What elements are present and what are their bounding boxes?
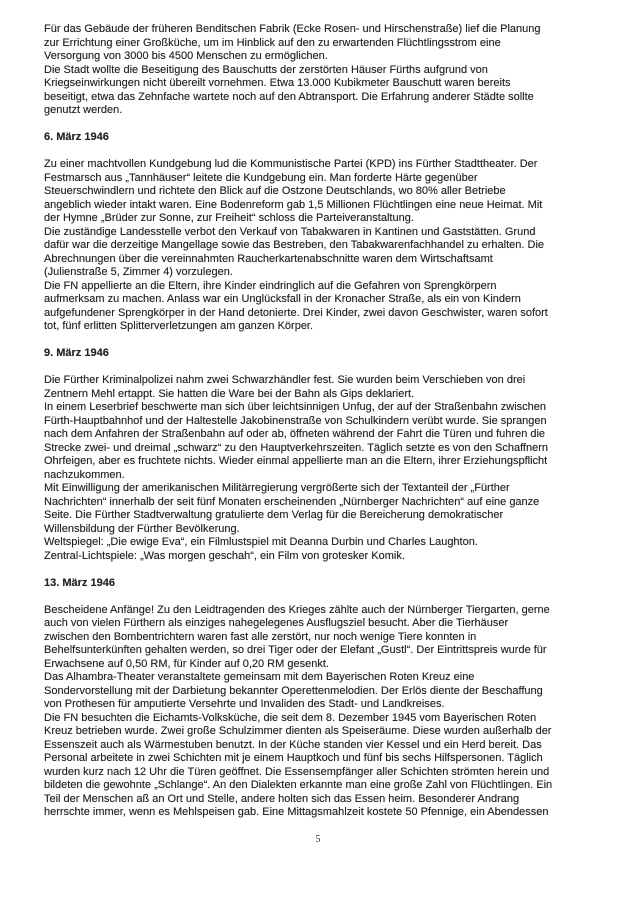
text-line: Willensbildung der Fürther Bevölkerung.: [44, 522, 240, 535]
paragraph: [44, 280, 606, 334]
text-line: Essenszeit auch als Wärmestuben benutzt. In der Küche standen vier Kessel und ein Herd bereit. Das: [44, 738, 542, 751]
paragraph: [44, 401, 606, 482]
text-line: Strecke zwei- und dreimal „schwarz“ zu den Hauptverkehrszeiten. Täglich setzte es von den Schaffnern: [44, 441, 549, 454]
paragraph: [44, 536, 606, 550]
text-line: Die zuständige Landesstelle verbot den Verkauf von Tabakwaren in Kantinen und Gaststätten. Grund: [44, 225, 536, 238]
paragraph: [44, 23, 606, 64]
text-line: auch von vielen Fürthern als einziges nahegelegenes Ausflugsziel besucht. Aber die Tierhäuser: [44, 617, 509, 629]
text-line: der Hymne „Brüder zur Sonne, zur Freiheit“ schloss die Parteiveranstaltung.: [44, 212, 414, 224]
document-content: [44, 23, 606, 820]
text-line: zur Errichtung einer Großküche, um im Hinblick auf den zu erwartenden Flüchtlingsstrom eine: [44, 36, 501, 49]
text-line: Das Alhambra-Theater veranstaltete gemeinsam mit dem Bayerischen Roten Kreuz eine: [44, 671, 475, 683]
text-line: zwischen den Bombentrichtern waren fast alle zerstört, nur noch wenige Tiere konnten in: [44, 630, 477, 643]
paragraph: [44, 64, 606, 118]
text-line: Zu einer machtvollen Kundgebung lud die Kommunistische Partei (KPD) ins Fürther Stadttheater. Der: [44, 158, 538, 170]
text-line: Personal arbeitete in zwei Schichten mit je einem Hauptkoch und fünf bis sechs Hilfspersonen. Täglich: [44, 752, 543, 764]
paragraph: [44, 550, 606, 564]
paragraph: [44, 158, 606, 226]
text-line: Die FN besuchten die Eichamts-Volksküche, die seit dem 8. Dezember 1945 vom Bayerischen Roten: [44, 711, 537, 724]
text-line: nach dem Anfahren der Straßenbahn auf oder ab, öffneten während der Fahrt die Türen und fuhren die: [44, 428, 546, 440]
text-line: Für das Gebäude der früheren Benditschen Fabrik (Ecke Rosen- und Hirschenstraße) lief die Planung: [44, 23, 541, 35]
paragraph: [44, 604, 606, 672]
text-line: Sondervorstellung mit der Darbietung bekannter Operettenmelodien. Der Erlös diente der Beschaffung: [44, 684, 543, 697]
text-line: nachzukommen.: [44, 468, 125, 481]
text-line: Ohrfeigen, aber es fruchtete nichts. Wieder einmal appellierte man an die Eltern, ihrer Erziehungspflicht: [44, 455, 548, 467]
text-line: Behelfsunterkünften gehalten werden, so drei Tiger oder der Elefant „Gustl“. Der Eintrittspreis wurde für: [44, 644, 547, 656]
date-heading: 6. März 1946: [44, 131, 109, 143]
text-line: tot, fünf erlitten Splitterverletzungen am ganzen Körper.: [44, 320, 314, 332]
text-line: (Julienstraße 5, Zimmer 4) vorzulegen.: [44, 266, 233, 278]
text-line: bildeten die gewohnte „Schlange“. An den Dialekten erkannte man eine große Zahl von Flüchtlingen. Ein: [44, 779, 553, 791]
text-line: aufmerksam zu machen. Anlass war ein Unglücksfall in der Kronacher Straße, als ein von Kindern: [44, 293, 521, 305]
paragraph: [44, 226, 606, 280]
text-line: Die Stadt wollte die Beseitigung des Bauschutts der zerstörten Häuser Fürths aufgrund von: [44, 63, 488, 76]
text-line: Steuerschwindlern und richtete den Blick auf die Ostzone Deutschlands, wo 80% aller Betriebe: [44, 185, 506, 197]
text-line: Abrechnungen über die vereinnahmten Raucherkartenabschnitte waren dem Wirtschaftsamt: [44, 252, 493, 265]
text-line: In einem Leserbrief beschwerte man sich über leichtsinnigen Unfug, der auf der Straßenbahn zwischen: [44, 401, 546, 413]
paragraph: [44, 671, 606, 820]
text-line: Erwachsene auf 0,50 RM, für Kinder auf 0,20 RM gesenkt.: [44, 657, 329, 670]
text-line: genutzt werden.: [44, 104, 123, 116]
text-line: Weltspiegel: „Die ewige Eva“, ein Filmlustspiel mit Deanna Durbin und Charles Laughton.: [44, 536, 478, 548]
text-line: Zentral-Lichtspiele: „Was morgen geschah“, ein Film von grotesker Komik.: [44, 549, 405, 562]
text-line: Festmarsch aus „Tannhäuser“ leitete die Kundgebung ein. Man forderte Härte gegenüber: [44, 171, 478, 184]
date-heading: 9. März 1946: [44, 347, 109, 359]
text-line: Bescheidene Anfänge! Zu den Leidtragenden des Krieges zählte auch der Nürnberger Tiergarten, gerne: [44, 603, 550, 616]
text-line: Kreuz betrieben wurde. Zwei große Schulzimmer dienten als Speiseräume. Diese wurden außerhalb der: [44, 725, 552, 737]
text-line: Nachrichten“ innerhalb der seit fünf Monaten erscheinenden „Nürnberger Nachrichten“ auf eine ganze: [44, 495, 540, 508]
page-number: 5: [315, 834, 321, 845]
text-line: aufgefundener Sprengkörper in der Hand detonierte. Drei Kinder, zwei davon Geschwister, waren sofort: [44, 306, 548, 319]
text-line: dafür war die derzeitige Mangellage sowie das Bestreben, den Tabakwarenfachhandel zu erhalten. Die: [44, 239, 545, 251]
text-line: Teil der Menschen aß an Ort und Stelle, andere holten sich das Essen heim. Besonderer Andrang: [44, 792, 520, 805]
paragraph: [44, 482, 606, 536]
text-line: angeblich wieder intakt waren. Eine Bodenreform gab 1,5 Millionen Flüchtlingen eine neue Heimat. Mit: [44, 198, 543, 211]
text-line: Zentnern Mehl ertappt. Sie hatten die Ware bei der Bahn als Gips deklariert.: [44, 387, 415, 400]
text-line: von Prothesen für amputierte Versehrte und Invaliden des Stadt- und Landkreises.: [44, 698, 445, 710]
text-line: Mit Einwilligung der amerikanischen Militärregierung vergrößerte sich der Textanteil der „Fürther: [44, 482, 510, 494]
text-line: Seite. Die Fürther Stadtverwaltung gratulierte dem Verlag für die Bereicherung demokratischer: [44, 509, 504, 521]
text-line: wurden kurz nach 12 Uhr die Türen geöffnet. Die Essensempfänger aller Schichten strömten herein und: [44, 765, 550, 778]
text-line: Versorgung von 3000 bis 4500 Menschen zu ermöglichen.: [44, 50, 328, 62]
text-line: Die Fürther Kriminalpolizei nahm zwei Schwarzhändler fest. Sie wurden beim Verschieben von drei: [44, 374, 526, 386]
text-line: beseitigt, etwa das Zehnfache wartete noch auf den Abtransport. Die Erfahrung anderer Städte sollte: [44, 90, 534, 103]
text-line: Fürth-Hauptbahnhof und der Haltestelle Jakobinenstraße von Schulkindern verübt wurde. Sie sprangen: [44, 414, 547, 427]
date-heading: 13. März 1946: [44, 576, 115, 589]
text-line: herrschte immer, wenn es Mehlspeisen gab. Eine Mittagsmahlzeit kostete 50 Pfennige, ein Abendessen: [44, 806, 549, 818]
text-line: Kriegseinwirkungen nicht übereilt vornehmen. Etwa 13.000 Kubikmeter Bauschutt waren bereits: [44, 77, 511, 89]
text-line: Die FN appellierte an die Eltern, ihre Kinder eindringlich auf die Gefahren von Sprengkörpern: [44, 279, 497, 292]
paragraph: [44, 374, 606, 401]
